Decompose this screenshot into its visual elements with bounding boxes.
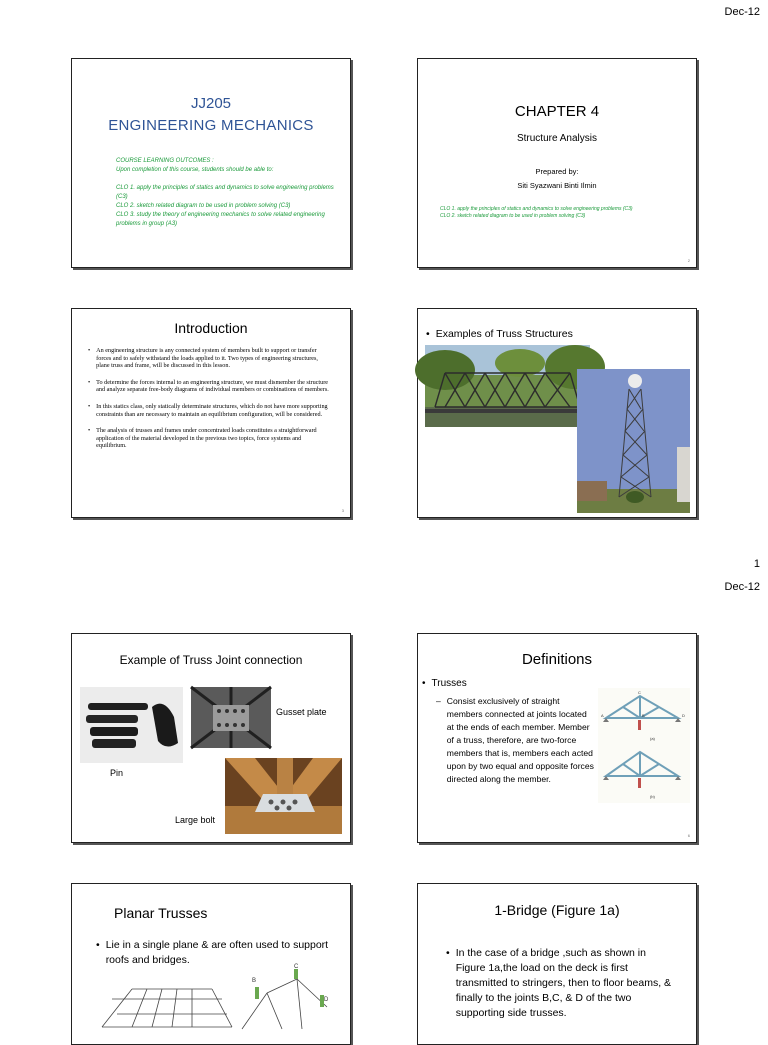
truss-examples-text: Examples of Truss Structures xyxy=(435,328,573,340)
joint-label-b: B xyxy=(642,713,645,718)
slide-5 xyxy=(71,633,351,843)
large-bolt-label: Large bolt xyxy=(175,815,216,825)
slide-2 xyxy=(417,58,697,268)
slide-title: Planar Trusses xyxy=(114,905,208,921)
slide-number: 3 xyxy=(341,508,344,513)
chapter-title: CHAPTER 4 xyxy=(514,103,600,120)
slide-number: 6 xyxy=(687,833,690,838)
slide-number: 2 xyxy=(687,258,690,263)
intro-bullet: • An engineering structure is any connected system of members built to support or transfer forces and to safely withstand the loads applied to it. Two types of engineering structures, plane truss and frame, will be discussed in this lesson. xyxy=(88,347,330,370)
intro-bullet-text: An engineering structure is any connected system of members built to support or transfer forces and to safely withstand the loads applied to it. Two types of engineering structures, plane truss and frame, will be discussed in this lesson. xyxy=(96,347,318,370)
truss-examples-bullet: • Examples of Truss Structures xyxy=(426,328,573,340)
joint-label-a: A xyxy=(601,713,604,718)
node-label-d: D xyxy=(324,997,329,1003)
truss-diagram xyxy=(598,688,690,803)
gusset-plate-label: Gusset plate xyxy=(276,707,327,717)
slide-4 xyxy=(417,308,697,518)
clo-3: CLO 3. study the theory of engineering mechanics to solve related engineering problems in group (A3) xyxy=(116,212,325,227)
figure-a-label: (a) xyxy=(650,736,655,741)
bridge-bullet-text: In the case of a bridge ,such as shown in Figure 1a,the load on the deck is first transmitted to stringers, then to floor beams, & finally to the joints B,C, & D of the two supporting side trusses. xyxy=(455,947,672,1019)
intro-bullet-text: The analysis of trusses and frames under concentrated loads constitutes a straightforward application of the material developed in the previous two topics, force systems and equilibrium. xyxy=(96,427,317,450)
slide-title: Example of Truss Joint connection xyxy=(119,653,303,667)
outcomes-block xyxy=(116,157,336,229)
truss-tower-photo xyxy=(577,369,690,513)
trusses-definition: – Consist exclusively of straight members connected at joints located at the ends of each member. Member of a truss, therefore, are two-force members that is, members each acted upon by two equal and opposite forces directed along the member. xyxy=(436,696,594,784)
course-code: JJ205 xyxy=(190,95,232,112)
clo-block xyxy=(440,206,686,220)
node-label-c: C xyxy=(294,964,299,970)
clo-2: CLO 2. sketch related diagram to be used in problem solving (C3) xyxy=(440,213,586,219)
clo-1: CLO 1. apply the principles of statics and dynamics to solve engineering problems (C3) xyxy=(440,206,633,212)
trusses-definition-text: Consist exclusively of straight members connected at joints located at the ends of each member. Member of a truss, therefore, are two-force members that is, members each acted upon by two equal and opposite forces directed along the member. xyxy=(446,696,594,784)
outcomes-intro: Upon completion of this course, students should be able to: xyxy=(116,167,274,173)
large-bolt-photo xyxy=(225,758,342,834)
clo-2: CLO 2. sketch related diagram to be used in problem solving (C3) xyxy=(116,203,291,209)
pin-photo xyxy=(80,687,183,763)
page-number: 1 xyxy=(753,558,760,570)
intro-bullet-text: To determine the forces internal to an engineering structure, we must dismember the structure and analyze separate free-body diagrams of individual members or combinations of members. xyxy=(96,378,329,394)
author-name: Siti Syazwani Binti Ilmin xyxy=(517,181,597,190)
node-label-b: B xyxy=(252,978,257,984)
planar-trusses-text: Lie in a single plane & are often used to support roofs and bridges. xyxy=(105,939,329,966)
course-title: ENGINEERING MECHANICS xyxy=(108,117,314,134)
chapter-subtitle: Structure Analysis xyxy=(516,133,598,144)
slide-6 xyxy=(417,633,697,843)
outcomes-heading: COURSE LEARNING OUTCOMES : xyxy=(116,158,214,164)
slide-1 xyxy=(71,58,351,268)
prepared-label: Prepared by: xyxy=(535,167,579,176)
intro-bullet: • The analysis of trusses and frames under concentrated loads constitutes a straightforward application of the material developed in the previous two topics, force systems and equilibrium. xyxy=(88,427,330,450)
intro-bullet-text: In this statics class, only statically determinate structures, which do not have more supporting constraints than are necessary to maintain an equilibrium configuration, will be considered. xyxy=(96,402,328,418)
date-header-mid: Dec-12 xyxy=(724,581,760,593)
bridge-bullet: • In the case of a bridge ,such as shown in Figure 1a,the load on the deck is first transmitted to stringers, then to floor beams, & finally to the joints B,C, & D of the two supporting side trusses. xyxy=(446,946,676,1021)
pin-label: Pin xyxy=(110,768,124,778)
slide-7 xyxy=(71,883,351,1045)
truss-bridge-photo xyxy=(425,345,590,427)
gusset-plate-photo xyxy=(191,687,271,748)
trusses-bullet-text: Trusses xyxy=(431,678,467,689)
slide-8 xyxy=(417,883,697,1045)
planar-trusses-bullet: • Lie in a single plane & are often used to support roofs and bridges. xyxy=(96,938,336,968)
slide-3 xyxy=(71,308,351,518)
slide-title: Introduction xyxy=(174,320,248,336)
slide-title: 1-Bridge (Figure 1a) xyxy=(494,902,620,918)
planar-truss-diagram xyxy=(92,964,332,1044)
figure-b-label: (b) xyxy=(650,794,655,799)
joint-label-c: C xyxy=(638,690,641,695)
intro-bullet: • In this statics class, only statically determinate structures, which do not have more supporting constraints than are necessary to maintain an equilibrium configuration, will be considered. xyxy=(88,403,330,418)
slide-title: Definitions xyxy=(521,651,593,668)
clo-1: CLO 1. apply the principles of statics and dynamics to solve engineering problems (C3) xyxy=(116,185,334,200)
intro-bullet: • To determine the forces internal to an engineering structure, we must dismember the structure and analyze separate free-body diagrams of individual members or combinations of members. xyxy=(88,378,329,394)
intro-list xyxy=(88,347,330,450)
date-header-top: Dec-12 xyxy=(724,6,760,18)
trusses-bullet: • Trusses xyxy=(422,678,467,689)
joint-label-d: D xyxy=(682,713,685,718)
